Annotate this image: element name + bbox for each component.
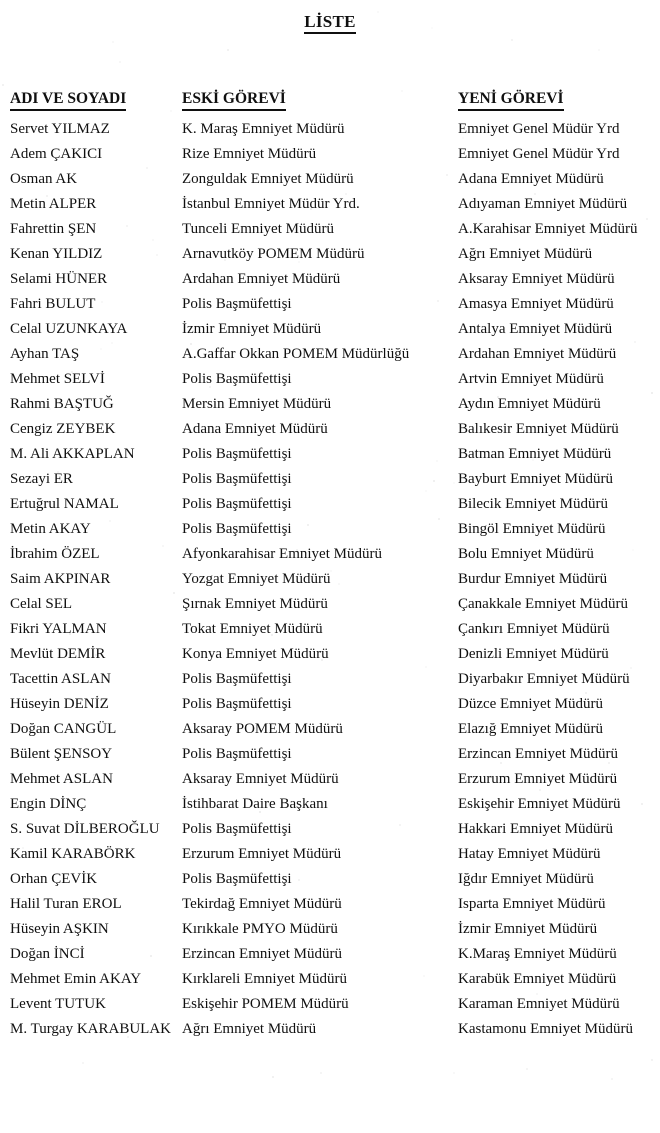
table-row [0,667,660,692]
table-row [0,542,660,567]
cell-old-post: Kırklareli Emniyet Müdürü [182,971,347,987]
cell-new-post: Denizli Emniyet Müdürü [458,646,609,662]
cell-new-post: Bingöl Emniyet Müdürü [458,521,606,537]
cell-officer-name: Mehmet Emin AKAY [10,971,142,987]
table-row [0,742,660,767]
cell-old-post: Polis Başmüfettişi [182,746,292,762]
cell-new-post: Isparta Emniyet Müdürü [458,896,606,912]
cell-officer-name: Kenan YILDIZ [10,246,103,262]
cell-new-post: Karabük Emniyet Müdürü [458,971,617,987]
cell-old-post: Ağrı Emniyet Müdürü [182,1021,317,1037]
cell-new-post: İzmir Emniyet Müdürü [458,921,598,937]
cell-old-post: Konya Emniyet Müdürü [182,646,329,662]
cell-new-post: Emniyet Genel Müdür Yrd [458,121,620,137]
cell-old-post: İzmir Emniyet Müdürü [182,321,322,337]
table-row [0,892,660,917]
cell-old-post: Afyonkarahisar Emniyet Müdürü [182,546,382,562]
cell-officer-name: Adem ÇAKICI [10,146,103,162]
cell-officer-name: Servet YILMAZ [10,121,110,137]
cell-officer-name: Saim AKPINAR [10,571,111,587]
table-row [0,417,660,442]
cell-officer-name: M. Ali AKKAPLAN [10,446,135,462]
page-title-text: LİSTE [304,12,356,34]
cell-new-post: Bayburt Emniyet Müdürü [458,471,613,487]
cell-officer-name: Doğan CANGÜL [10,721,117,737]
table-row [0,217,660,242]
cell-old-post: Erzurum Emniyet Müdürü [182,846,342,862]
cell-officer-name: Mehmet SELVİ [10,371,105,387]
cell-old-post: Polis Başmüfettişi [182,521,292,537]
cell-old-post: Tunceli Emniyet Müdürü [182,221,334,237]
table-row [0,642,660,667]
cell-old-post: Polis Başmüfettişi [182,371,292,387]
cell-old-post: Polis Başmüfettişi [182,446,292,462]
table-row [0,592,660,617]
cell-officer-name: Levent TUTUK [10,996,106,1012]
table-row [0,342,660,367]
cell-officer-name: Ertuğrul NAMAL [10,496,119,512]
cell-officer-name: Metin ALPER [10,196,97,212]
table-row [0,392,660,417]
cell-new-post: Batman Emniyet Müdürü [458,446,612,462]
cell-officer-name: Sezayi ER [10,471,73,487]
cell-old-post: Zonguldak Emniyet Müdürü [182,171,354,187]
table-row [0,567,660,592]
column-header-name-text: ADI VE SOYADI [10,90,126,111]
table-row [0,792,660,817]
cell-new-post: Emniyet Genel Müdür Yrd [458,146,620,162]
cell-officer-name: Celal UZUNKAYA [10,321,128,337]
table-row [0,842,660,867]
cell-old-post: Rize Emniyet Müdürü [182,146,317,162]
cell-old-post: Tokat Emniyet Müdürü [182,621,323,637]
cell-officer-name: Celal SEL [10,596,73,612]
cell-officer-name: Rahmi BAŞTUĞ [10,396,114,412]
cell-old-post: İstihbarat Daire Başkanı [182,796,328,812]
cell-old-post: K. Maraş Emniyet Müdürü [182,121,345,137]
cell-old-post: Ardahan Emniyet Müdürü [182,271,341,287]
cell-officer-name: Hüseyin AŞKIN [10,921,109,937]
table-body [0,112,660,1042]
cell-new-post: Ağrı Emniyet Müdürü [458,246,593,262]
cell-officer-name: Engin DİNÇ [10,796,87,812]
table-row [0,167,660,192]
cell-new-post: Erzincan Emniyet Müdürü [458,746,618,762]
table-row [0,917,660,942]
cell-old-post: Şırnak Emniyet Müdürü [182,596,328,612]
cell-old-post: Aksaray Emniyet Müdürü [182,771,339,787]
table-header [0,88,660,112]
cell-old-post: Polis Başmüfettişi [182,671,292,687]
table-row [0,767,660,792]
cell-officer-name: Halil Turan EROL [10,896,122,912]
cell-new-post: Aydın Emniyet Müdürü [458,396,601,412]
cell-new-post: Balıkesir Emniyet Müdürü [458,421,619,437]
cell-officer-name: Fikri YALMAN [10,621,107,637]
cell-old-post: Tekirdağ Emniyet Müdürü [182,896,342,912]
cell-officer-name: Orhan ÇEVİK [10,871,98,887]
cell-officer-name: Bülent ŞENSOY [10,746,113,762]
cell-officer-name: Doğan İNCİ [10,946,85,962]
table-row [0,692,660,717]
cell-new-post: Iğdır Emniyet Müdürü [458,871,594,887]
table-row [0,1017,660,1042]
cell-new-post: Antalya Emniyet Müdürü [458,321,613,337]
cell-old-post: Polis Başmüfettişi [182,471,292,487]
table-row [0,367,660,392]
cell-new-post: Düzce Emniyet Müdürü [458,696,603,712]
cell-old-post: Kırıkkale PMYO Müdürü [182,921,338,937]
table-row [0,817,660,842]
cell-new-post: Hatay Emniyet Müdürü [458,846,601,862]
table-row [0,267,660,292]
cell-old-post: A.Gaffar Okkan POMEM Müdürlüğü [182,346,410,362]
cell-officer-name: Osman AK [10,171,78,187]
cell-officer-name: Selami HÜNER [10,271,108,287]
table-row [0,442,660,467]
cell-new-post: Ardahan Emniyet Müdürü [458,346,617,362]
cell-new-post: Hakkari Emniyet Müdürü [458,821,613,837]
table-row [0,517,660,542]
column-header-old-post [172,88,448,112]
table-row [0,492,660,517]
cell-new-post: Bilecik Emniyet Müdürü [458,496,608,512]
cell-new-post: Eskişehir Emniyet Müdürü [458,796,621,812]
page-title [0,12,660,32]
cell-officer-name: Tacettin ASLAN [10,671,112,687]
cell-officer-name: Fahri BULUT [10,296,96,312]
cell-new-post: Aksaray Emniyet Müdürü [458,271,615,287]
table-row [0,112,660,142]
cell-officer-name: Mevlüt DEMİR [10,646,106,662]
table-row [0,992,660,1017]
column-header-old-post-text: ESKİ GÖREVİ [182,90,286,111]
cell-officer-name: M. Turgay KARABULAK [10,1021,172,1037]
cell-new-post: Diyarbakır Emniyet Müdürü [458,671,630,687]
table-row [0,617,660,642]
cell-old-post: Polis Başmüfettişi [182,296,292,312]
cell-officer-name: Cengiz ZEYBEK [10,421,116,437]
cell-officer-name: S. Suvat DİLBEROĞLU [10,821,160,837]
table-row [0,867,660,892]
cell-old-post: Aksaray POMEM Müdürü [182,721,343,737]
table-row [0,967,660,992]
cell-old-post: Arnavutköy POMEM Müdürü [182,246,365,262]
cell-new-post: Karaman Emniyet Müdürü [458,996,620,1012]
cell-officer-name: Mehmet ASLAN [10,771,113,787]
table-row [0,717,660,742]
cell-new-post: Artvin Emniyet Müdürü [458,371,604,387]
table-row [0,942,660,967]
cell-new-post: Kastamonu Emniyet Müdürü [458,1021,633,1037]
cell-new-post: Amasya Emniyet Müdürü [458,296,614,312]
cell-old-post: Yozgat Emniyet Müdürü [182,571,331,587]
table-row [0,242,660,267]
cell-old-post: Adana Emniyet Müdürü [182,421,328,437]
table-header-row [0,88,660,112]
cell-new-post: K.Maraş Emniyet Müdürü [458,946,617,962]
cell-old-post: Polis Başmüfettişi [182,496,292,512]
cell-officer-name: Metin AKAY [10,521,91,537]
cell-new-post: Burdur Emniyet Müdürü [458,571,608,587]
cell-new-post: Erzurum Emniyet Müdürü [458,771,618,787]
cell-officer-name: Fahrettin ŞEN [10,221,97,237]
cell-old-post: Polis Başmüfettişi [182,821,292,837]
table-row [0,292,660,317]
cell-new-post: Adıyaman Emniyet Müdürü [458,196,628,212]
assignments-table [0,88,660,1042]
cell-old-post: Eskişehir POMEM Müdürü [182,996,349,1012]
cell-new-post: Çankırı Emniyet Müdürü [458,621,610,637]
cell-officer-name: Kamil KARABÖRK [10,846,136,862]
cell-old-post: Polis Başmüfettişi [182,696,292,712]
table-row [0,192,660,217]
cell-new-post: Bolu Emniyet Müdürü [458,546,594,562]
cell-officer-name: Hüseyin DENİZ [10,696,109,712]
cell-officer-name: İbrahim ÖZEL [10,546,100,562]
cell-old-post: Mersin Emniyet Müdürü [182,396,332,412]
table-row [0,142,660,167]
table-row [0,467,660,492]
column-header-new-post-text: YENİ GÖREVİ [458,90,564,111]
cell-new-post: Elazığ Emniyet Müdürü [458,721,603,737]
column-header-new-post [448,88,660,112]
cell-officer-name: Ayhan TAŞ [10,346,80,362]
cell-old-post: Polis Başmüfettişi [182,871,292,887]
cell-new-post: Adana Emniyet Müdürü [458,171,604,187]
cell-old-post: İstanbul Emniyet Müdür Yrd. [182,196,360,212]
cell-new-post: A.Karahisar Emniyet Müdürü [458,221,638,237]
cell-old-post: Erzincan Emniyet Müdürü [182,946,342,962]
column-header-name [0,88,172,112]
table-row [0,317,660,342]
cell-new-post: Çanakkale Emniyet Müdürü [458,596,628,612]
